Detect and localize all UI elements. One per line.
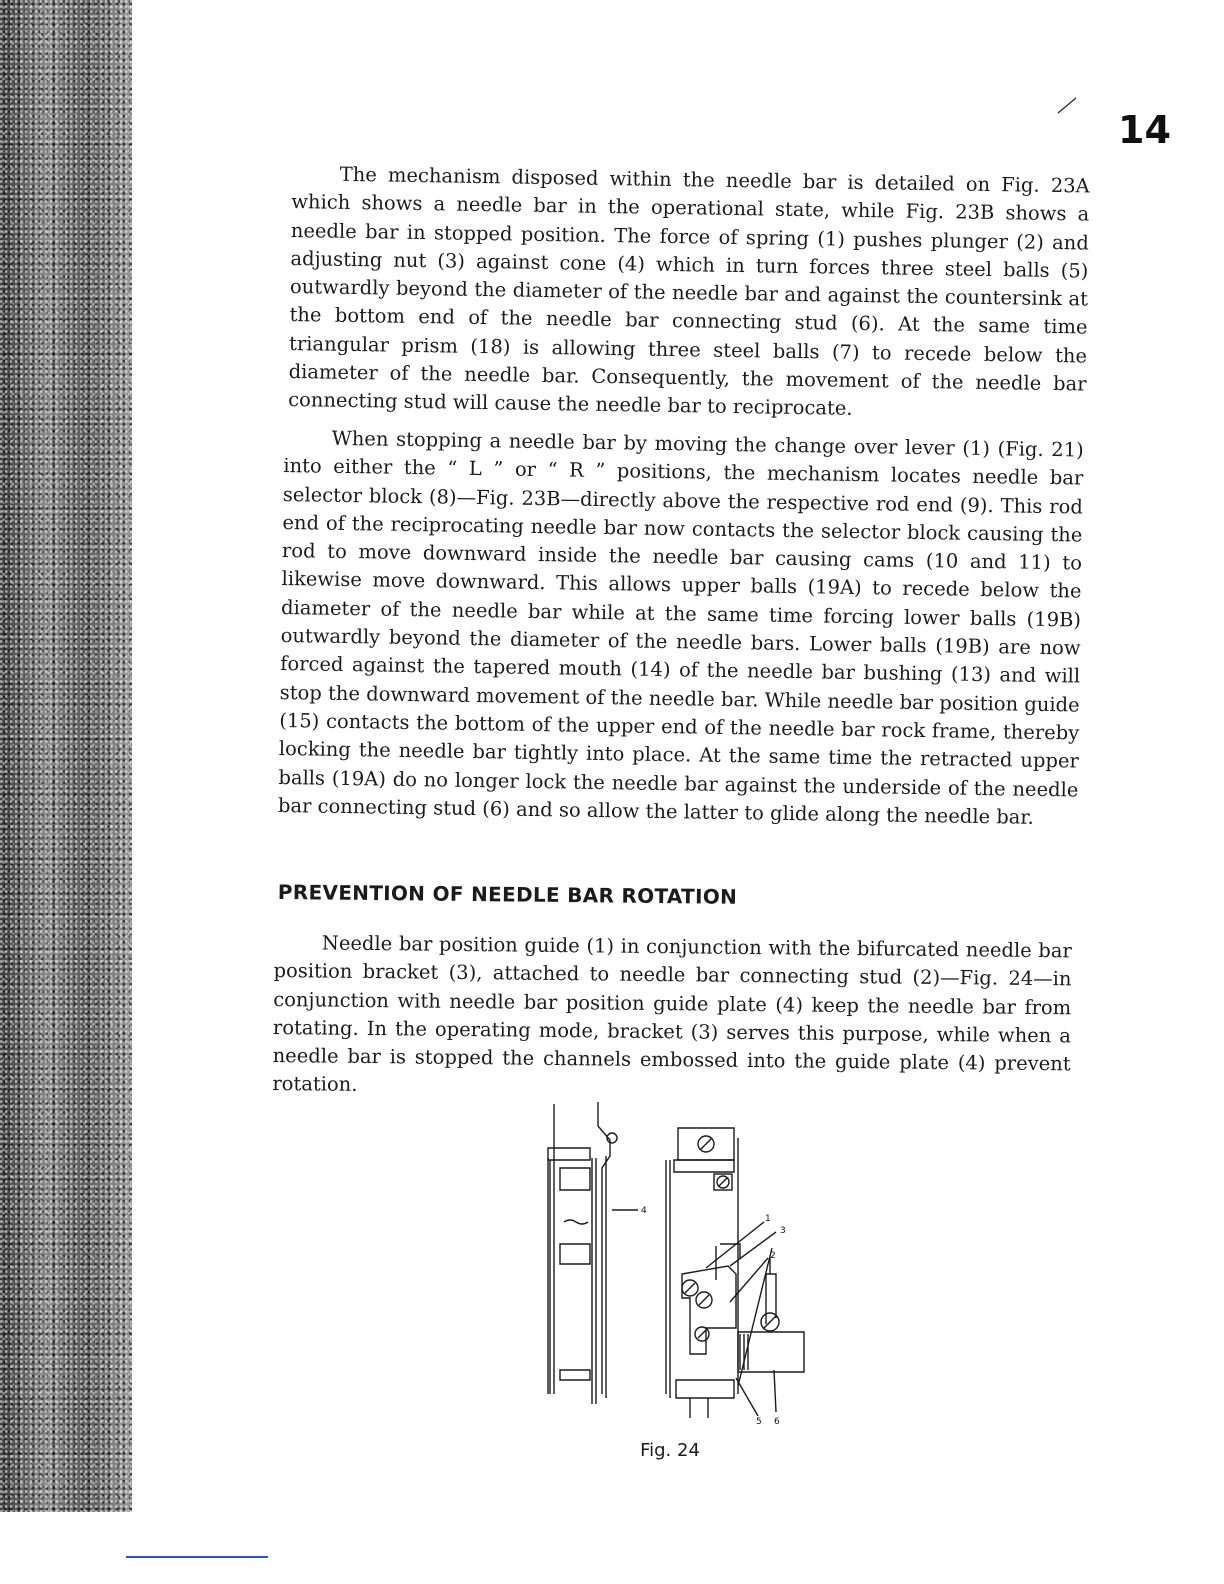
lower-collar <box>676 1380 734 1398</box>
callout-4: 4 <box>641 1206 647 1216</box>
callout-3: 3 <box>780 1226 786 1236</box>
callout-5-leader <box>736 1378 758 1416</box>
left-block-1 <box>560 1168 590 1190</box>
left-block-3 <box>560 1370 590 1380</box>
position-bracket <box>682 1266 736 1354</box>
left-bar-body <box>554 1158 596 1404</box>
body-paragraph-1: The mechanism disposed within the needle bar is detailed on Fig. 23A which shows a needle bar in the operational state, while Fig. 23B shows a needle bar in stopped position. The force of spring (1) pushes plunger (2) and adjusting nut (3) against cone (4) which in turn forces three steel balls (5) outwardly beyond the diameter of the needle bar and against the countersink at the bottom end of the needle bar connecting stud (6). At the same time triangular prism (18) is allowing three steel balls (7) to recede below the diameter of the needle bar. Consequently, the movement of the needle bar connecting stud will cause the needle bar to reciprocate. <box>288 162 1090 421</box>
footer-rule <box>126 1556 268 1558</box>
callout-5: 5 <box>756 1417 762 1427</box>
left-squiggle <box>564 1220 588 1224</box>
body-paragraph-3: Needle bar position guide (1) in conjunction with the bifurcated needle bar position bracket (3), attached to needle bar connecting stud (2)—Fig. 24—in conjunction with needle bar position guide plate (4) keep the needle bar from rotating. In the operating mode, bracket (3) serves this purpose, while when a needle bar is stopped the channels embossed into the guide plate (4) prevent rotation. <box>272 931 1072 1097</box>
callout-6-leader <box>774 1370 776 1412</box>
callout-2: 2 <box>770 1251 776 1261</box>
pencil-mark <box>1056 95 1080 115</box>
left-bar-outline <box>548 1158 550 1394</box>
right-frame <box>666 1160 738 1398</box>
right-collar <box>674 1160 734 1172</box>
guide-plate-strip <box>598 1126 610 1398</box>
page-number: 14 <box>1118 108 1171 152</box>
scanned-binding-edge <box>0 0 132 1512</box>
diagonal-rod <box>738 1248 772 1386</box>
figure-24-drawing <box>540 1098 820 1428</box>
left-block-2 <box>560 1244 590 1264</box>
callout-1-leader <box>706 1222 764 1268</box>
callout-6: 6 <box>774 1417 780 1427</box>
section-heading: PREVENTION OF NEEDLE BAR ROTATION <box>277 880 738 909</box>
needle-bar-diagram <box>540 1098 820 1428</box>
figure-caption: Fig. 24 <box>640 1440 700 1461</box>
body-paragraph-2: When stopping a needle bar by moving the change over lever (1) (Fig. 21) into either the “ L ” or “ R ” positions, the mechanism locates needle bar selector block (8)—Fig. 23B—directly above the respective rod end (9). This rod end of the reciprocating needle bar now contacts the selector block causing the rod to move downward inside the needle bar causing cams (10 and 11) to likewise move downward. This allows upper balls (19A) to recede below the diameter of the needle bar while at the same time forcing lower balls (19B) outwardly beyond the diameter of the needle bars. Lower balls (19B) are now forced against the tapered mouth (14) of the needle bar bushing (13) and will stop the downward movement of the needle bar. While needle bar position guide (15) contacts the bottom of the upper end of the needle bar rock frame, thereby locking the needle bar tightly into place. At the same time the retracted upper balls (19A) do no longer lock the needle bar against the underside of the needle bar connecting stud (6) and so allow the latter to glide along the needle bar. <box>277 426 1084 829</box>
callout-1: 1 <box>765 1214 771 1224</box>
